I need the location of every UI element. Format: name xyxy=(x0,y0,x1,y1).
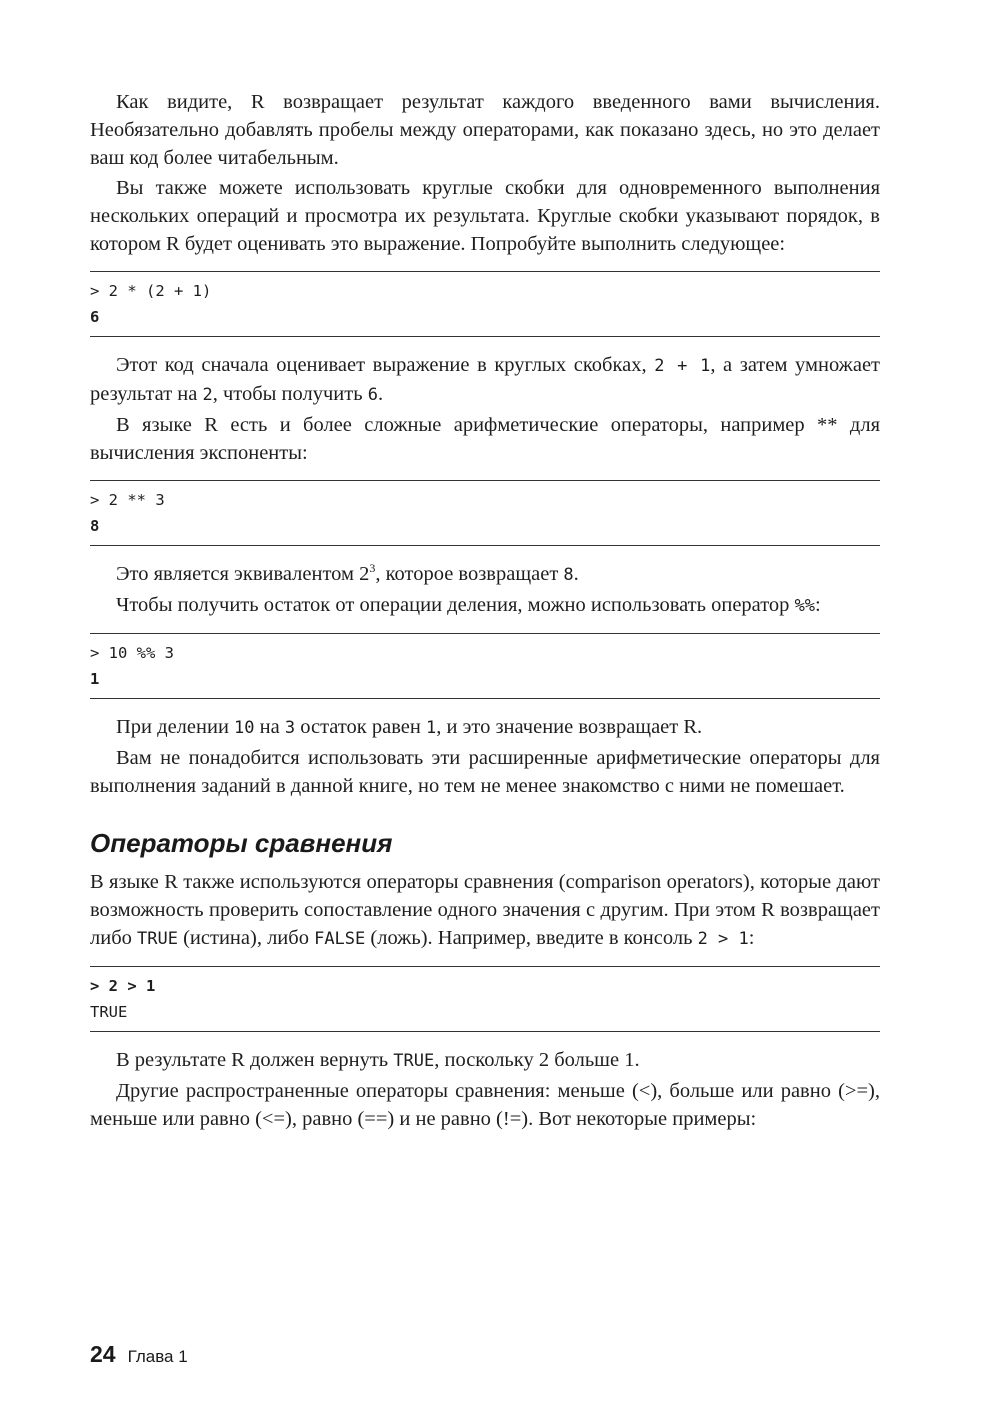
inline-code: 2 + 1 xyxy=(654,356,711,376)
inline-code: %% xyxy=(794,596,816,616)
paragraph-4: В языке R есть и более сложные арифметические операторы, например ** для вычисления экспоненты: xyxy=(90,414,880,464)
page-footer xyxy=(90,1341,188,1368)
code-block-3 xyxy=(90,633,880,699)
paragraph-9: В языке R также используются операторы сравнения (comparison operators), которые дают возможность проверить сопоставление одного значения с другим. При этом R возвращает либо TRUE (истина), либо FALSE (ложь). Например, введите в консоль 2 > 1: xyxy=(90,871,880,949)
page-content xyxy=(90,88,880,1135)
code-output: TRUE xyxy=(90,1003,128,1021)
paragraph-7: При делении 10 на 3 остаток равен 1, и это значение возвращает R. xyxy=(116,716,703,738)
code-output: 6 xyxy=(90,308,100,326)
code-input: > 2 ** 3 xyxy=(90,491,165,509)
paragraph-8: Вам не понадобится использовать эти расширенные арифметические операторы для выполнения заданий в данной книге, но тем не менее знакомство с ними не помешает. xyxy=(90,747,880,797)
code-block-4 xyxy=(90,966,880,1032)
code-output: 1 xyxy=(90,670,100,688)
chapter-label: Глава 1 xyxy=(127,1347,188,1366)
section-heading: Операторы сравнения xyxy=(90,828,393,858)
inline-code: 2 > 1 xyxy=(697,929,749,949)
code-block-2 xyxy=(90,480,880,546)
code-input: > 2 * (2 + 1) xyxy=(90,282,212,300)
paragraph-2: Вы также можете использовать круглые скобки для одновременного выполнения нескольких операций и просмотра их результата. Круглые скобки указывают порядок, в котором R будет оценивать это выражение. Попробуйте выполнить следующее: xyxy=(90,177,880,255)
paragraph-1: Как видите, R возвращает результат каждого введенного вами вычисления. Необязательно добавлять пробелы между операторами, как показано здесь, но это делает ваш код более читабельным. xyxy=(90,91,880,169)
paragraph-10: В результате R должен вернуть TRUE, поскольку 2 больше 1. xyxy=(116,1049,640,1071)
paragraph-3: Этот код сначала оценивает выражение в круглых скобках, 2 + 1, а затем умножает результат на 2, чтобы получить 6. xyxy=(90,354,881,405)
page-number: 24 xyxy=(90,1341,116,1367)
code-input: > 2 > 1 xyxy=(90,977,156,995)
paragraph-6: Чтобы получить остаток от операции деления, можно использовать оператор %%: xyxy=(116,594,821,616)
paragraph-11: Другие распространенные операторы сравнения: меньше (<), больше или равно (>=), меньше или равно (<=), равно (==) и не равно (!=). Вот некоторые примеры: xyxy=(90,1080,880,1130)
paragraph-5: Это является эквивалентом $2^3$, которое возвращает 8. xyxy=(116,561,579,585)
code-output: 8 xyxy=(90,517,100,535)
code-block-1 xyxy=(90,271,880,337)
code-input: > 10 %% 3 xyxy=(90,644,174,662)
